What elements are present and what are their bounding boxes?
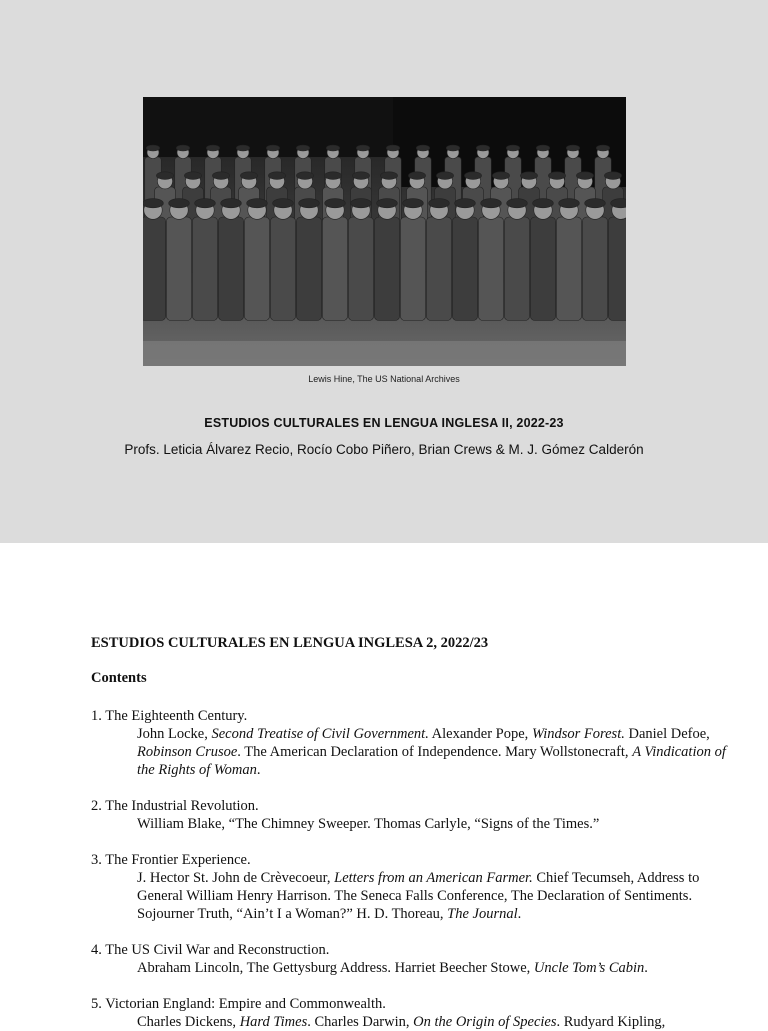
section-readings: [91, 869, 731, 923]
work-title: Uncle Tom’s Cabin: [533, 960, 645, 976]
work-title: Windsor Forest.: [531, 726, 625, 742]
section-readings: [91, 959, 731, 977]
contents-section: [91, 995, 731, 1031]
reading-text: Abraham Lincoln, The Gettysburg Address. Harriet Beecher Stowe,: [137, 960, 534, 976]
document-title: ESTUDIOS CULTURALES EN LENGUA INGLESA 2, 2022/23: [91, 635, 489, 651]
contents-section: [91, 851, 731, 923]
section-heading: 4. The US Civil War and Reconstruction.: [91, 942, 330, 958]
section-heading: 5. Victorian England: Empire and Commonwealth.: [91, 996, 386, 1012]
professors-line: Profs. Leticia Álvarez Recio, Rocío Cobo Piñero, Brian Crews & M. J. Gómez Calderón: [124, 442, 644, 457]
section-heading: 1. The Eighteenth Century.: [91, 708, 248, 724]
reading-text: .: [256, 762, 261, 778]
reading-text: J. Hector St. John de Crèvecoeur,: [137, 870, 335, 886]
reading-text: John Locke,: [137, 726, 212, 742]
contents-heading: Contents: [91, 670, 147, 686]
reading-text: . The American Declaration of Independence. Mary Wollstonecraft,: [237, 744, 633, 760]
section-heading: 3. The Frontier Experience.: [91, 852, 251, 868]
work-title: Hard Times: [239, 1014, 308, 1030]
contents-document: [91, 632, 731, 1031]
section-heading: 2. The Industrial Revolution.: [91, 798, 259, 814]
contents-section: [91, 707, 731, 779]
reading-text: Chief Tecumseh, Address to General William Henry Harrison. The Seneca Falls Conference, The Declaration of Sentiments. Sojourner Truth, “Ain’t I a Woman?” H. D. Thoreau,: [137, 870, 700, 922]
work-title: Second Treatise of Civil Government.: [211, 726, 429, 742]
section-readings: [91, 725, 731, 779]
work-title: Letters from an American Farmer.: [334, 870, 533, 886]
course-title: ESTUDIOS CULTURALES EN LENGUA INGLESA II, 2022-23: [204, 416, 564, 430]
work-title: Robinson Crusoe: [137, 744, 238, 760]
work-title: On the Origin of Species: [413, 1014, 557, 1030]
reading-text: .: [644, 960, 648, 976]
contents-section: [91, 941, 731, 977]
reading-text: Alexander Pope,: [428, 726, 532, 742]
section-readings: [91, 1013, 731, 1031]
historical-photograph: [143, 97, 626, 366]
work-title: A Vindication of the Rights of Woman: [137, 744, 726, 778]
reading-text: .: [517, 906, 522, 922]
contents-section: [91, 797, 731, 833]
reading-text: William Blake, “The Chimney Sweeper. Thomas Carlyle, “Signs of the Times.”: [137, 816, 600, 832]
work-title: The Journal: [447, 906, 518, 922]
photo-caption: Lewis Hine, The US National Archives: [308, 374, 460, 384]
reading-text: . Charles Darwin,: [307, 1014, 414, 1030]
reading-text: Charles Dickens,: [137, 1014, 240, 1030]
reading-text: Daniel Defoe,: [624, 726, 710, 742]
reading-text: . Rudyard Kipling,: [556, 1014, 666, 1030]
section-readings: [91, 815, 731, 833]
contents-list: [91, 707, 731, 1031]
